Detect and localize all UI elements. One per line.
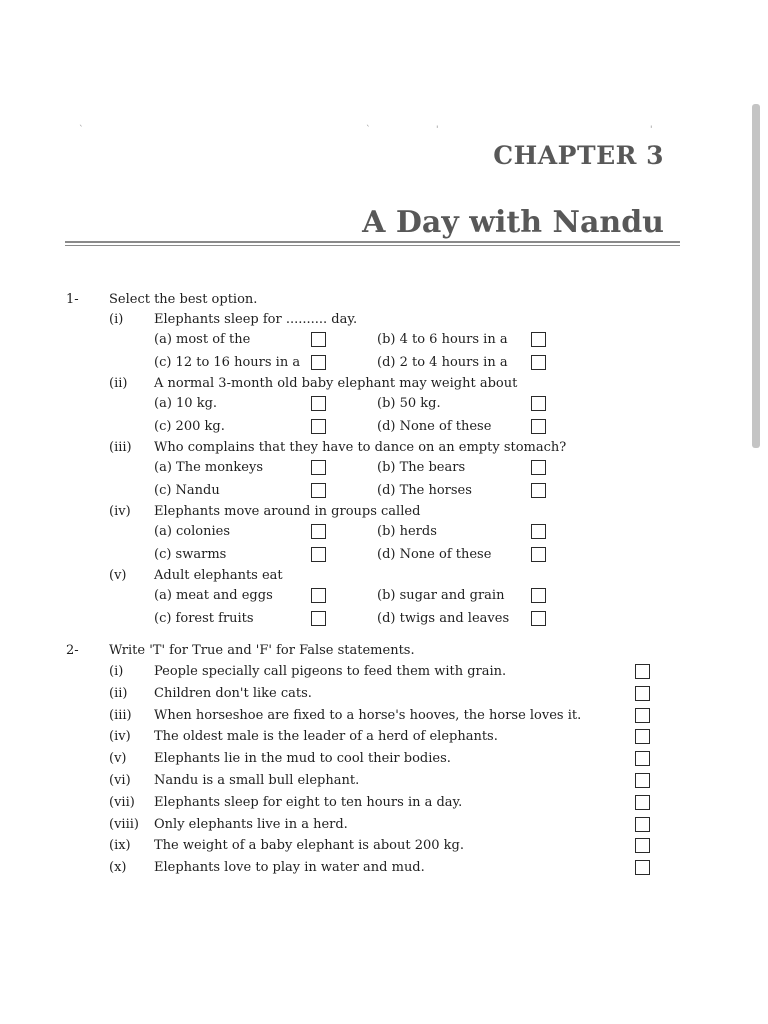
chapter-title: A Day with Nandu [362,205,664,240]
option-label: (b) sugar and grain [377,588,505,603]
option-checkbox[interactable] [311,332,326,347]
option-checkbox[interactable] [311,355,326,370]
item-number: (ii) [109,376,128,391]
item-number: (vii) [109,794,135,810]
option-checkbox[interactable] [531,355,546,370]
question-text: A normal 3-month old baby elephant may weight about [154,376,518,391]
option-label: (a) colonies [154,524,231,539]
option-checkbox[interactable] [531,611,546,626]
item-number: (iv) [109,504,131,519]
option-checkbox[interactable] [311,547,326,562]
option-checkbox[interactable] [311,419,326,434]
chapter-label: CHAPTER 3 [493,141,664,170]
option-label: (c) 200 kg. [154,419,225,434]
true-false-box[interactable] [635,686,650,701]
true-false-box[interactable] [635,708,650,723]
option-label: (d) twigs and leaves [377,611,510,626]
true-false-box[interactable] [635,729,650,744]
option-checkbox[interactable] [311,396,326,411]
true-false-box[interactable] [635,751,650,766]
item-number: (x) [109,860,127,876]
question-text: Who complains that they have to dance on an empty stomach? [154,440,567,455]
option-checkbox[interactable] [311,483,326,498]
statement-text: Elephants lie in the mud to cool their bodies. [154,751,451,767]
question-instruction: Write 'T' for True and 'F' for False statements. [109,643,415,658]
statement-text: The weight of a baby elephant is about 200 kg. [154,838,465,854]
option-checkbox[interactable] [531,524,546,539]
option-label: (d) 2 to 4 hours in a [377,355,508,370]
scan-speck: ` [366,125,371,135]
question-text: Elephants move around in groups called [154,504,421,519]
question-number: 1- [66,292,79,307]
item-number: (v) [109,568,127,583]
true-false-box[interactable] [635,860,650,875]
title-rule-thin [65,245,680,246]
item-number: (iv) [109,729,131,745]
option-label: (d) The horses [377,483,472,498]
statement-text: Elephants sleep for eight to ten hours in a day. [154,794,463,810]
option-label: (a) most of the [154,332,251,347]
statement-text: Elephants love to play in water and mud. [154,860,425,876]
true-false-box[interactable] [635,817,650,832]
option-checkbox[interactable] [531,547,546,562]
option-label: (b) 50 kg. [377,396,441,411]
option-checkbox[interactable] [311,588,326,603]
option-checkbox[interactable] [311,460,326,475]
statement-text: People specially call pigeons to feed them with grain. [154,664,507,679]
true-false-box[interactable] [635,773,650,788]
option-checkbox[interactable] [531,460,546,475]
option-label: (d) None of these [377,547,492,562]
statement-text: When horseshoe are fixed to a horse's hooves, the horse loves it. [154,707,582,723]
item-number: (vi) [109,773,131,788]
item-number: (iii) [109,707,132,723]
question-text: Adult elephants eat [154,568,283,583]
scan-speck: ' [650,125,653,135]
true-false-box[interactable] [635,838,650,853]
question-number: 2- [66,643,79,658]
option-checkbox[interactable] [311,611,326,626]
item-number: (v) [109,751,127,767]
option-checkbox[interactable] [531,419,546,434]
option-label: (a) The monkeys [154,460,264,475]
option-checkbox[interactable] [531,332,546,347]
statement-text: Children don't like cats. [154,685,312,701]
option-label: (a) meat and eggs [154,588,273,603]
option-label: (d) None of these [377,419,492,434]
option-label: (c) 12 to 16 hours in a [154,355,301,370]
option-checkbox[interactable] [531,483,546,498]
scrollbar-thumb[interactable] [752,104,760,448]
question-instruction: Select the best option. [109,292,258,307]
scan-speck: ' [436,125,439,135]
statement-text: The oldest male is the leader of a herd of elephants. [154,729,498,745]
option-label: (b) 4 to 6 hours in a [377,332,508,347]
item-number: (i) [109,312,124,327]
item-number: (viii) [109,816,139,832]
option-label: (a) 10 kg. [154,396,218,411]
statement-text: Only elephants live in a herd. [154,816,348,832]
scan-speck: ` [79,125,84,135]
option-label: (c) forest fruits [154,611,254,626]
option-checkbox[interactable] [531,396,546,411]
title-rule [65,241,680,243]
option-label: (c) swarms [154,547,227,562]
true-false-box[interactable] [635,664,650,679]
true-false-box[interactable] [635,795,650,810]
item-number: (iii) [109,440,132,455]
statement-text: Nandu is a small bull elephant. [154,773,360,788]
item-number: (i) [109,664,124,679]
item-number: (ix) [109,838,131,854]
question-text: Elephants sleep for .......... day. [154,312,358,327]
option-checkbox[interactable] [311,524,326,539]
option-label: (c) Nandu [154,483,220,498]
item-number: (ii) [109,685,128,701]
option-label: (b) The bears [377,460,466,475]
option-checkbox[interactable] [531,588,546,603]
option-label: (b) herds [377,524,437,539]
